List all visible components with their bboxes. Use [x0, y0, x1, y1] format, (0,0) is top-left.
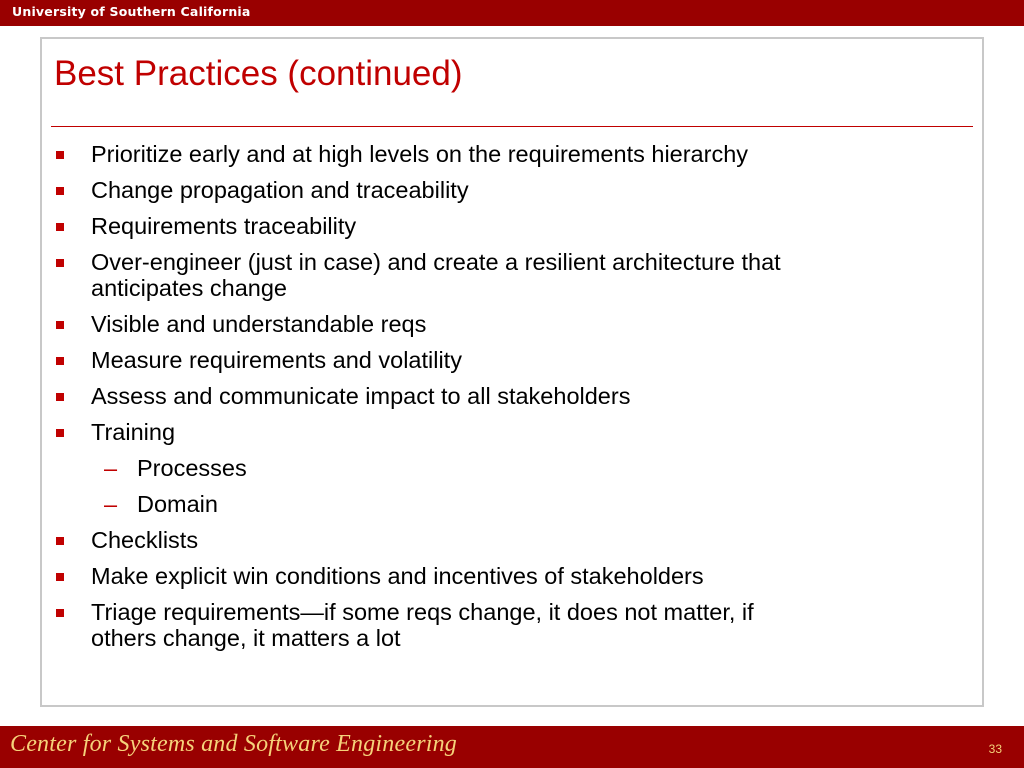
bullet-text-line: anticipates change — [91, 275, 287, 301]
bullet-text-line: Prioritize early and at high levels on the requirements hierarchy — [91, 141, 749, 167]
bullet-text-line: Visible and understandable reqs — [91, 311, 427, 337]
square-bullet-icon — [56, 187, 64, 195]
bullet-text-line: Assess and communicate impact to all stakeholders — [91, 383, 631, 409]
square-bullet-icon — [56, 321, 64, 329]
bullet-text-line: Triage requirements—if some reqs change, it does not matter, if — [91, 599, 754, 625]
square-bullet-icon — [56, 223, 64, 231]
square-bullet-icon — [56, 537, 64, 545]
organization-name: University of Southern California — [12, 4, 251, 19]
square-bullet-icon — [56, 151, 64, 159]
bullet-text-line: Domain — [137, 491, 218, 517]
square-bullet-icon — [56, 393, 64, 401]
bullet-item — [0, 213, 1024, 239]
bullet-text-line: Checklists — [91, 527, 199, 553]
bullet-item — [0, 141, 1024, 167]
bullet-text-line: Measure requirements and volatility — [91, 347, 462, 373]
title-divider — [51, 126, 973, 127]
square-bullet-icon — [56, 357, 64, 365]
bullet-item — [0, 527, 1024, 553]
sub-bullet-item — [0, 455, 1024, 481]
square-bullet-icon — [56, 573, 64, 581]
square-bullet-icon — [56, 429, 64, 437]
dash-bullet-icon: – — [104, 455, 118, 481]
bullet-text-line: others change, it matters a lot — [91, 625, 401, 651]
header-banner — [0, 0, 1024, 26]
sub-bullet-item — [0, 491, 1024, 517]
bullet-item — [0, 177, 1024, 203]
bullet-text-line: Processes — [137, 455, 247, 481]
bullet-text-line: Make explicit win conditions and incentives of stakeholders — [91, 563, 704, 589]
bullet-text-line: Change propagation and traceability — [91, 177, 469, 203]
bullet-item — [0, 383, 1024, 409]
slide-title: Best Practices (continued) — [54, 54, 463, 93]
dash-bullet-icon: – — [104, 491, 118, 517]
bullet-item — [0, 347, 1024, 373]
footer-center-name: Center for Systems and Software Engineering — [10, 731, 457, 757]
square-bullet-icon — [56, 609, 64, 617]
bullet-text-line: Over-engineer (just in case) and create a resilient architecture that — [91, 249, 781, 275]
bullet-item — [0, 419, 1024, 445]
bullet-item — [0, 563, 1024, 589]
bullet-text-line: Requirements traceability — [91, 213, 357, 239]
bullet-item — [0, 311, 1024, 337]
square-bullet-icon — [56, 259, 64, 267]
footer-banner — [0, 726, 1024, 768]
bullet-text-line: Training — [91, 419, 176, 445]
page-number: 33 — [988, 742, 1002, 756]
bullet-list — [0, 141, 1024, 661]
bullet-item — [0, 249, 1024, 301]
bullet-item — [0, 599, 1024, 651]
